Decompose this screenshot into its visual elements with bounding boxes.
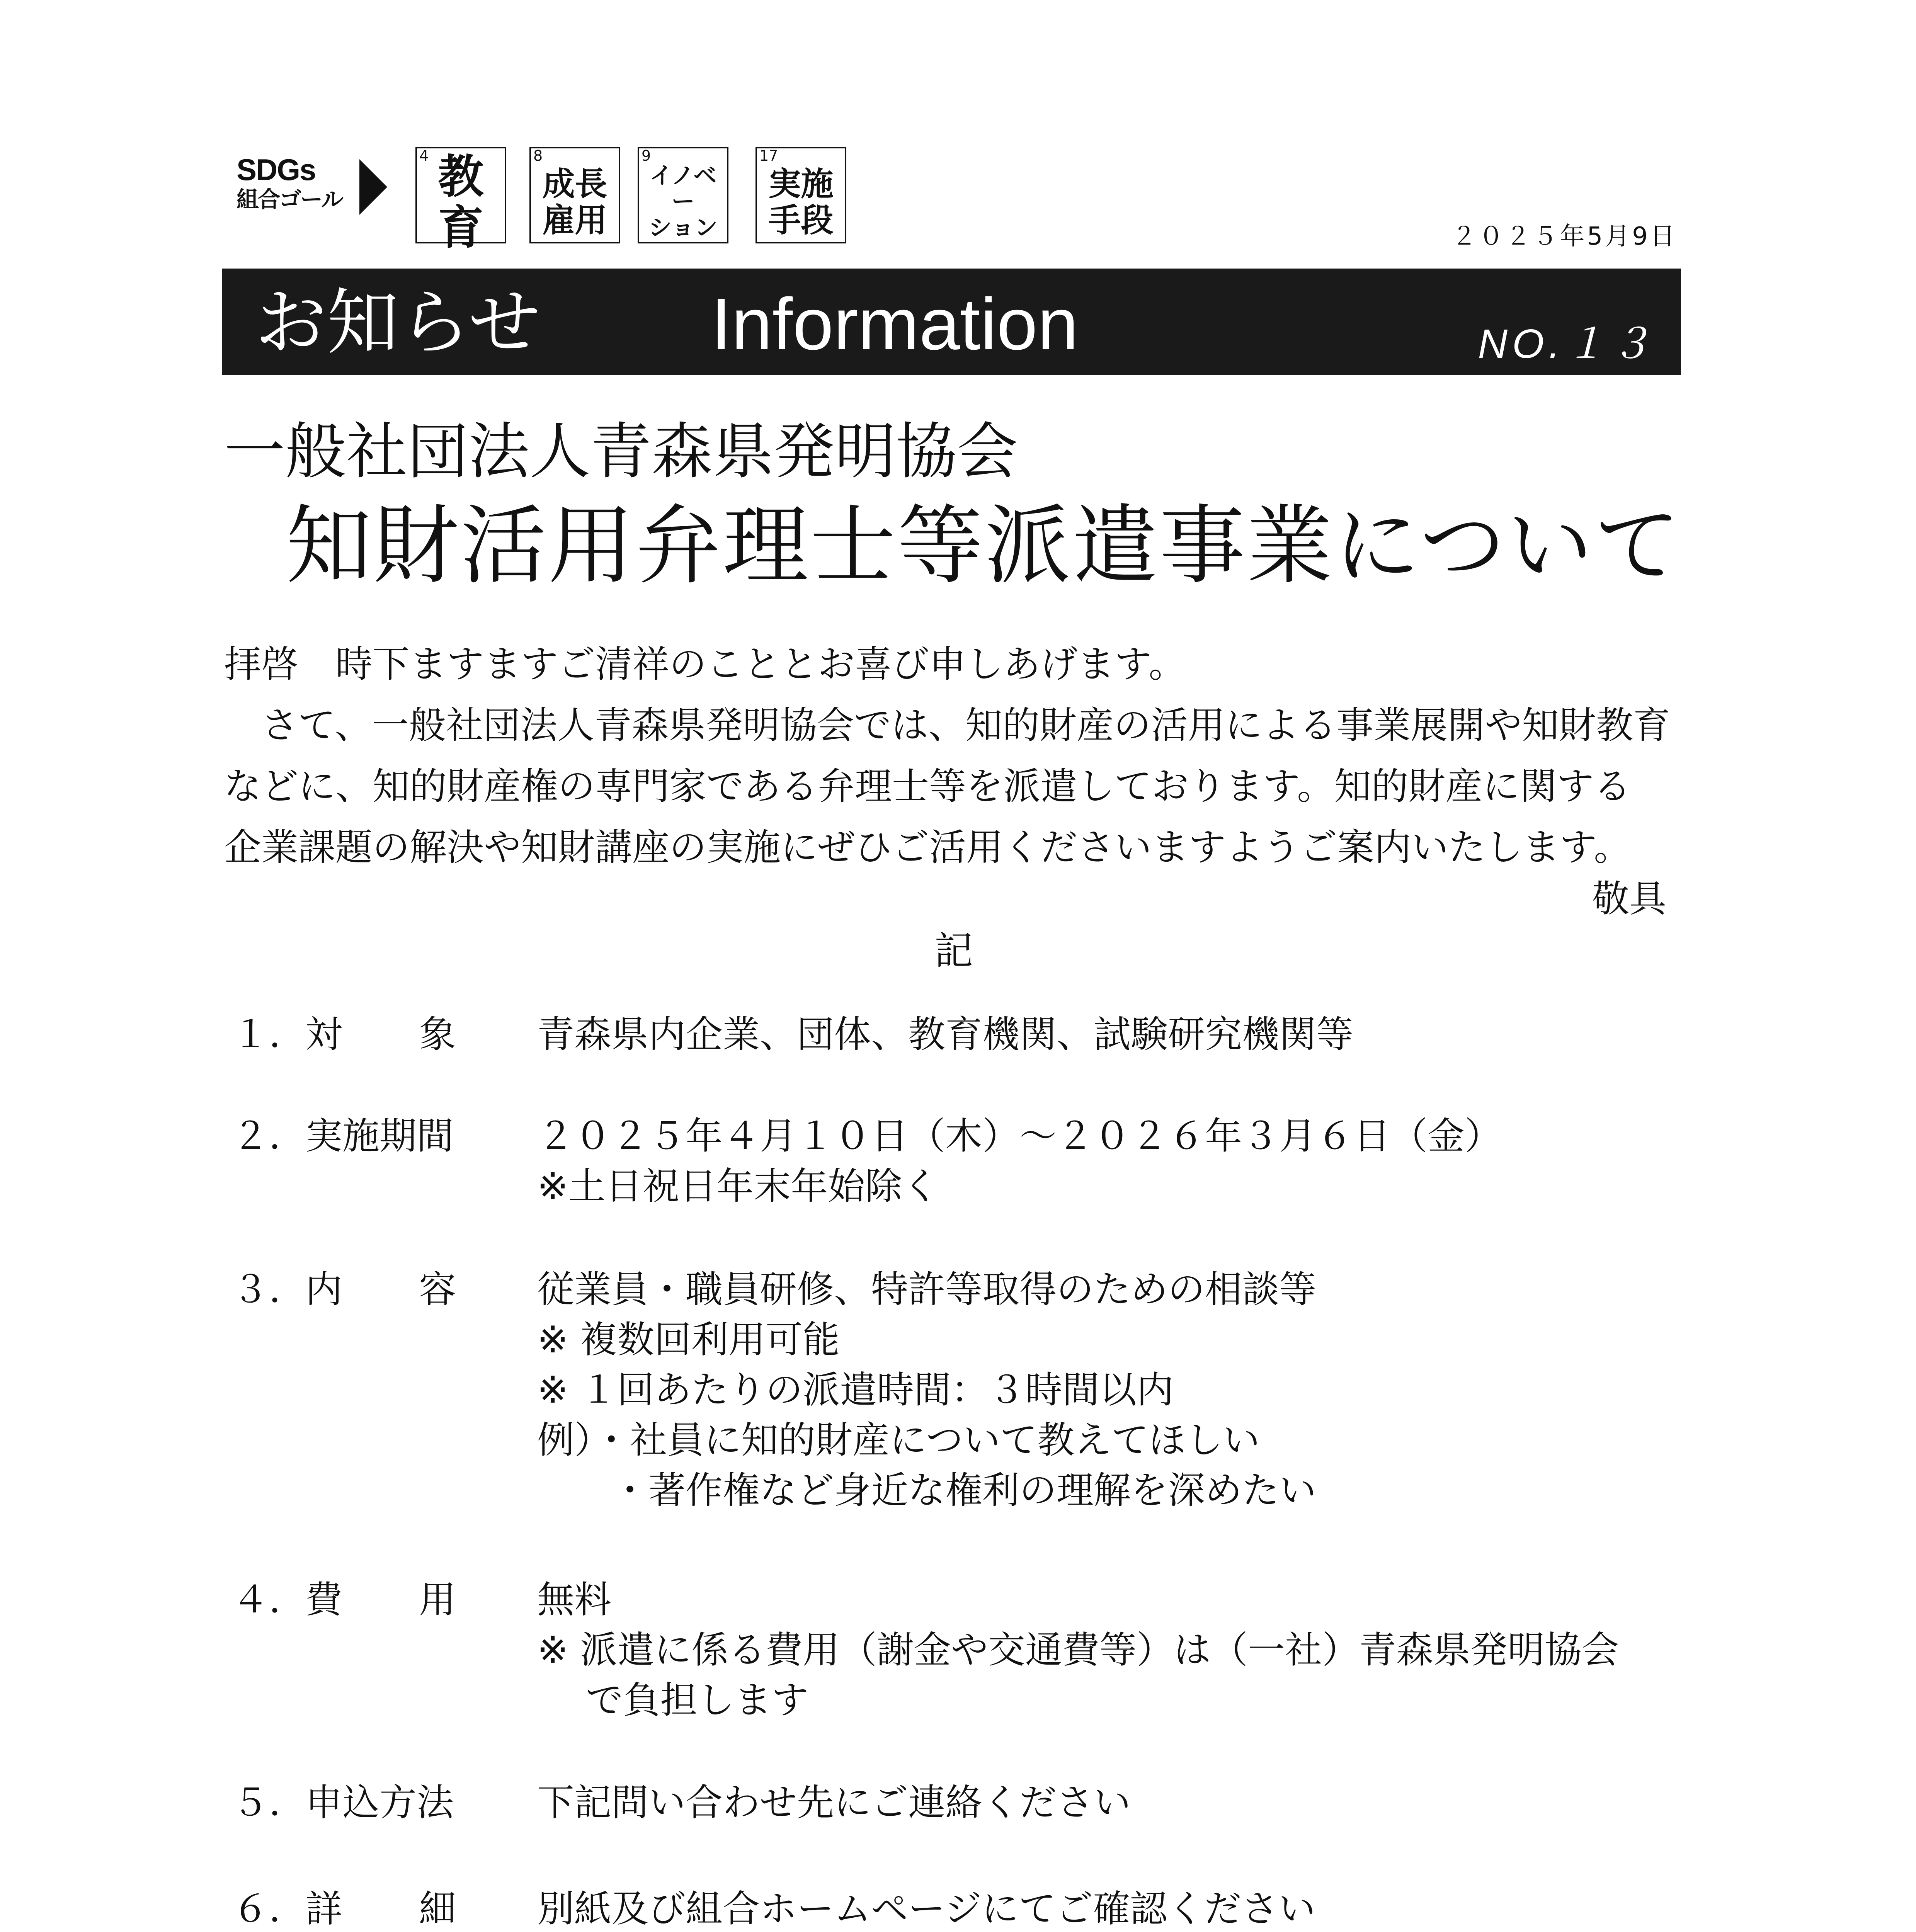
item-label-char: 費 (305, 1578, 342, 1621)
item-line: 例）・社員に知的財産について教えてほしい (537, 1418, 1260, 1462)
issue-date: ２０２５年5月9日 (1451, 222, 1677, 251)
closing-word: 敬具 (1592, 877, 1666, 920)
banner-jp-title: お知らせ (255, 281, 541, 364)
item-label-char: 細 (419, 1887, 456, 1930)
item-line: ※ 派遣に係る費用（謝金や交通費等）は（一社）青森県発明協会 (537, 1628, 1619, 1672)
item-label (305, 1575, 456, 1625)
item-value (537, 1575, 1619, 1725)
banner-en-title: Information (711, 283, 1079, 365)
item-value (537, 1009, 1353, 1060)
item-line: ※ １回あたりの派遣時間：３時間以内 (537, 1368, 1174, 1412)
item-line: ※ 複数回利用可能 (537, 1318, 840, 1361)
sdgs-title: SDGs (237, 153, 316, 187)
item-label: 申込方法 (305, 1781, 454, 1824)
item-number: ３． (232, 1268, 306, 1311)
intro-paragraph (224, 634, 1731, 878)
organization-name: 一般社団法人青森県発明協会 (224, 416, 1018, 487)
item-label-char: 用 (419, 1578, 456, 1621)
item-label-char: 対 (305, 1013, 342, 1056)
item-label: 実施期間 (305, 1114, 454, 1158)
item-label (305, 1884, 456, 1932)
item-line: で負担します (537, 1679, 809, 1722)
item-line: 下記問い合わせ先にご連絡ください (537, 1781, 1131, 1824)
item-label-char: 詳 (305, 1887, 342, 1930)
item-label (305, 1009, 456, 1060)
sdg-goal-8-badge (529, 147, 620, 243)
page-title: 知財活用弁理士等派遣事業について (286, 496, 1682, 596)
item-number: ２． (232, 1114, 306, 1158)
intro-line: さて、一般社団法人青森県発明協会では、知的財産の活用による事業展開や知財教育 (224, 704, 1671, 747)
goal-number: 4 (419, 147, 429, 164)
triangle-arrow-icon (359, 159, 387, 215)
goal-label: 教育 (438, 150, 484, 254)
item-label (305, 1264, 456, 1315)
item-number: ４． (232, 1578, 306, 1621)
item-value (537, 1884, 1315, 1932)
intro-line: 企業課題の解決や知財講座の実施にぜひご活用くださいますようご案内いたします。 (224, 826, 1631, 869)
goal-number: 8 (533, 147, 543, 164)
item-value (537, 1777, 1131, 1828)
item-number: １． (232, 1013, 306, 1056)
item-value (537, 1264, 1316, 1515)
item-line: ２０２５年４月１０日（木）～２０２６年３月６日（金） (537, 1114, 1502, 1158)
sdg-goal-17-badge (756, 147, 846, 243)
item-label-char: 象 (419, 1013, 456, 1056)
item-line: 別紙及び組合ホームページにてご確認ください (537, 1887, 1316, 1930)
notice-number: NO.１３ (1478, 321, 1656, 367)
item-number: ６． (232, 1887, 306, 1930)
item-label-char: 容 (419, 1268, 456, 1311)
goal-label: 成長 雇用 (542, 165, 607, 239)
item-line: 青森県内企業、団体、教育機関、試験研究機関等 (537, 1013, 1353, 1056)
ki-heading: 記 (934, 928, 973, 973)
goal-label: 実施 手段 (768, 165, 834, 239)
notice-banner (222, 269, 1681, 375)
item-value (537, 1111, 1502, 1211)
intro-line: などに、知的財産権の専門家である弁理士等を派遣しております。知的財産に関する (224, 765, 1631, 808)
item-number: ５． (232, 1781, 306, 1824)
sdg-goal-4-badge (415, 147, 506, 254)
goal-label: イノベー ション (648, 162, 718, 242)
item-line: 従業員・職員研修、特許等取得のための相談等 (537, 1268, 1316, 1311)
sdgs-label (237, 155, 342, 211)
item-label-char: 内 (305, 1268, 342, 1311)
sdg-goal-9-badge (638, 147, 728, 243)
sdgs-subtitle: 組合ゴール (237, 187, 342, 212)
intro-line: 拝啓 時下ますますご清祥のこととお喜び申しあげます。 (224, 643, 1186, 686)
item-line: ・著作権など身近な権利の理解を深めたい (537, 1469, 1316, 1512)
goal-number: 9 (642, 147, 651, 164)
item-line: ※土日祝日年末年始除く (537, 1165, 939, 1208)
item-line: 無料 (537, 1578, 611, 1621)
goal-number: 17 (759, 147, 778, 164)
